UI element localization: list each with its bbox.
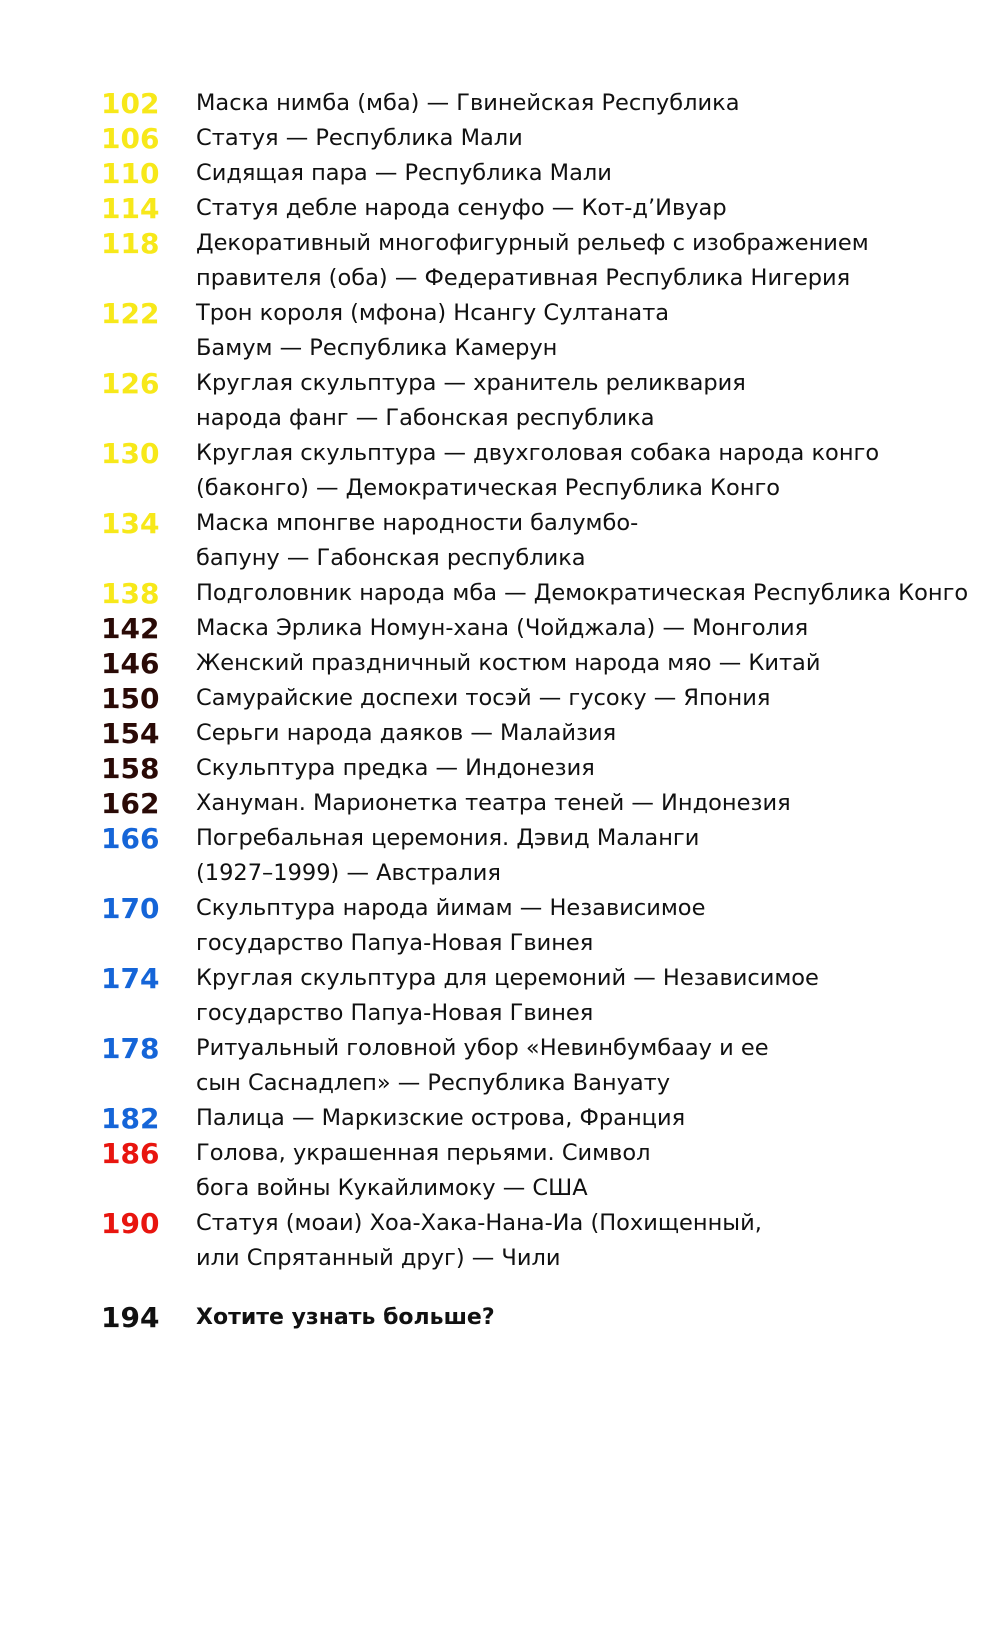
entry-title-line: Серьги народа даяков — Малайзия bbox=[196, 720, 617, 746]
entry-title-line: Маска нимба (мба) — Гвинейская Республика bbox=[196, 90, 740, 116]
toc-entry bbox=[0, 1101, 1000, 1136]
entry-title-line: Статуя деблe народа сенуфо — Кот-д’Ивуар bbox=[196, 195, 727, 221]
toc-entry bbox=[0, 156, 1000, 191]
page-number: 126 bbox=[101, 367, 160, 400]
entry-title-line: Статуя — Республика Мали bbox=[196, 125, 523, 151]
page-number: 150 bbox=[101, 682, 160, 715]
page-number: 146 bbox=[101, 647, 160, 680]
entry-title bbox=[155, 751, 950, 786]
entry-title-line: сын Саснадлеп» — Республика Вануату bbox=[196, 1070, 671, 1096]
entry-title-line: Погребальная церемония. Дэвид Маланги bbox=[196, 825, 700, 851]
entry-title bbox=[155, 576, 969, 611]
entry-title-line: Маска мпонгве народности балумбо- bbox=[196, 510, 639, 536]
entry-title-line: (баконго) — Демократическая Республика Конго bbox=[196, 475, 781, 501]
toc-entry bbox=[0, 821, 1000, 891]
toc-entry bbox=[0, 961, 1000, 1031]
entry-title-line: Круглая скульптура — двухголовая собака народа конго bbox=[196, 440, 880, 466]
page-number: 106 bbox=[101, 122, 160, 155]
entry-title bbox=[155, 1136, 950, 1206]
entry-title-line: Статуя (моаи) Хоа-Хака-Нана-Иа (Похищенный, bbox=[196, 1210, 762, 1236]
entry-title bbox=[155, 121, 950, 156]
entry-title bbox=[155, 366, 950, 436]
page-number: 186 bbox=[101, 1137, 160, 1170]
entry-title-line: Бамум — Республика Камерун bbox=[196, 335, 558, 361]
page-number: 154 bbox=[101, 717, 160, 750]
entry-title-line: Круглая скульптура для церемоний — Независимое bbox=[196, 965, 819, 991]
entry-title bbox=[155, 226, 950, 296]
entry-title-line: Ритуальный головной убор «Невинбумбаау и ее bbox=[196, 1035, 769, 1061]
toc-entry bbox=[0, 751, 1000, 786]
table-of-contents bbox=[0, 86, 1000, 1276]
toc-entry bbox=[0, 611, 1000, 646]
entry-title bbox=[155, 611, 950, 646]
toc-entry bbox=[0, 1136, 1000, 1206]
entry-title-line: бапуну — Габонская республика bbox=[196, 545, 586, 571]
toc-entry bbox=[0, 681, 1000, 716]
entry-title-line: или Спрятанный друг) — Чили bbox=[196, 1245, 561, 1271]
page-number: 142 bbox=[101, 612, 160, 645]
entry-title-line: Подголовник народа мба — Демократическая Республика Конго bbox=[196, 580, 969, 606]
toc-entry bbox=[0, 1031, 1000, 1101]
entry-title-line: (1927–1999) — Австралия bbox=[196, 860, 501, 886]
page-number: 130 bbox=[101, 437, 160, 470]
entry-title-line: Декоративный многофигурный рельеф с изображением bbox=[196, 230, 869, 256]
toc-entry bbox=[0, 226, 1000, 296]
entry-title-line: Маска Эрлика Номун-хана (Чойджала) — Монголия bbox=[196, 615, 809, 641]
entry-title bbox=[155, 191, 950, 226]
toc-entry bbox=[0, 121, 1000, 156]
entry-title bbox=[155, 716, 950, 751]
toc-entry bbox=[0, 436, 1000, 506]
toc-entry bbox=[0, 891, 1000, 961]
page-number: 158 bbox=[101, 752, 160, 785]
page-number: 102 bbox=[101, 87, 160, 120]
page-number: 118 bbox=[101, 227, 160, 260]
entry-title-line: государство Папуа-Новая Гвинея bbox=[196, 930, 594, 956]
entry-title-line: государство Папуа-Новая Гвинея bbox=[196, 1000, 594, 1026]
entry-title-line: Голова, украшенная перьями. Символ bbox=[196, 1140, 651, 1166]
entry-title-line: народа фанг — Габонская республика bbox=[196, 405, 655, 431]
entry-title bbox=[155, 1031, 950, 1101]
entry-title-line: Скульптура народа йимам — Независимое bbox=[196, 895, 706, 921]
entry-title bbox=[155, 961, 950, 1031]
entry-title-line: Трон короля (мфона) Нсангу Султаната bbox=[196, 300, 670, 326]
page-number: 114 bbox=[101, 192, 160, 225]
page-number: 134 bbox=[101, 507, 160, 540]
entry-title bbox=[155, 891, 950, 961]
toc-entry bbox=[0, 366, 1000, 436]
entry-title-line: Скульптура предка — Индонезия bbox=[196, 755, 595, 781]
page-number: 110 bbox=[101, 157, 160, 190]
entry-title bbox=[155, 681, 950, 716]
entry-title: Хотите узнать больше? bbox=[196, 1305, 495, 1330]
toc-entry bbox=[0, 86, 1000, 121]
entry-title bbox=[155, 821, 950, 891]
toc-entry bbox=[0, 191, 1000, 226]
page-number: 170 bbox=[101, 892, 160, 925]
page-number: 162 bbox=[101, 787, 160, 820]
entry-title bbox=[155, 296, 950, 366]
entry-title-line: Хануман. Марионетка театра теней — Индонезия bbox=[196, 790, 791, 816]
entry-title-line: Женский праздничный костюм народа мяо — Китай bbox=[196, 650, 821, 676]
entry-title-line: правителя (оба) — Федеративная Республика Нигерия bbox=[196, 265, 851, 291]
entry-title-line: Круглая скульптура — хранитель реликвария bbox=[196, 370, 746, 396]
toc-entry bbox=[0, 646, 1000, 681]
entry-title-line: бога войны Кукайлимоку — США bbox=[196, 1175, 588, 1201]
entry-title bbox=[155, 1101, 950, 1136]
entry-title bbox=[155, 86, 950, 121]
toc-entry bbox=[0, 576, 1000, 611]
entry-title bbox=[155, 436, 950, 506]
entry-title-line: Палица — Маркизские острова, Франция bbox=[196, 1105, 686, 1131]
entry-title bbox=[155, 786, 950, 821]
entry-title bbox=[155, 506, 950, 576]
page-number: 122 bbox=[101, 297, 160, 330]
final-entry bbox=[0, 1300, 1000, 1335]
toc-entry bbox=[0, 296, 1000, 366]
toc-entry bbox=[0, 716, 1000, 751]
page-number: 166 bbox=[101, 822, 160, 855]
page-number: 182 bbox=[101, 1102, 160, 1135]
page-number: 194 bbox=[101, 1301, 160, 1334]
page-number: 174 bbox=[101, 962, 160, 995]
entry-title-line: Сидящая пара — Республика Мали bbox=[196, 160, 612, 186]
entry-title bbox=[155, 646, 950, 681]
entry-title bbox=[155, 156, 950, 191]
page-number: 138 bbox=[101, 577, 160, 610]
toc-entry bbox=[0, 506, 1000, 576]
page-number: 190 bbox=[101, 1207, 160, 1240]
toc-entry bbox=[0, 1206, 1000, 1276]
toc-entry bbox=[0, 786, 1000, 821]
page-number: 178 bbox=[101, 1032, 160, 1065]
entry-title bbox=[155, 1206, 950, 1276]
entry-title-line: Самурайские доспехи тосэй — гусоку — Япония bbox=[196, 685, 771, 711]
